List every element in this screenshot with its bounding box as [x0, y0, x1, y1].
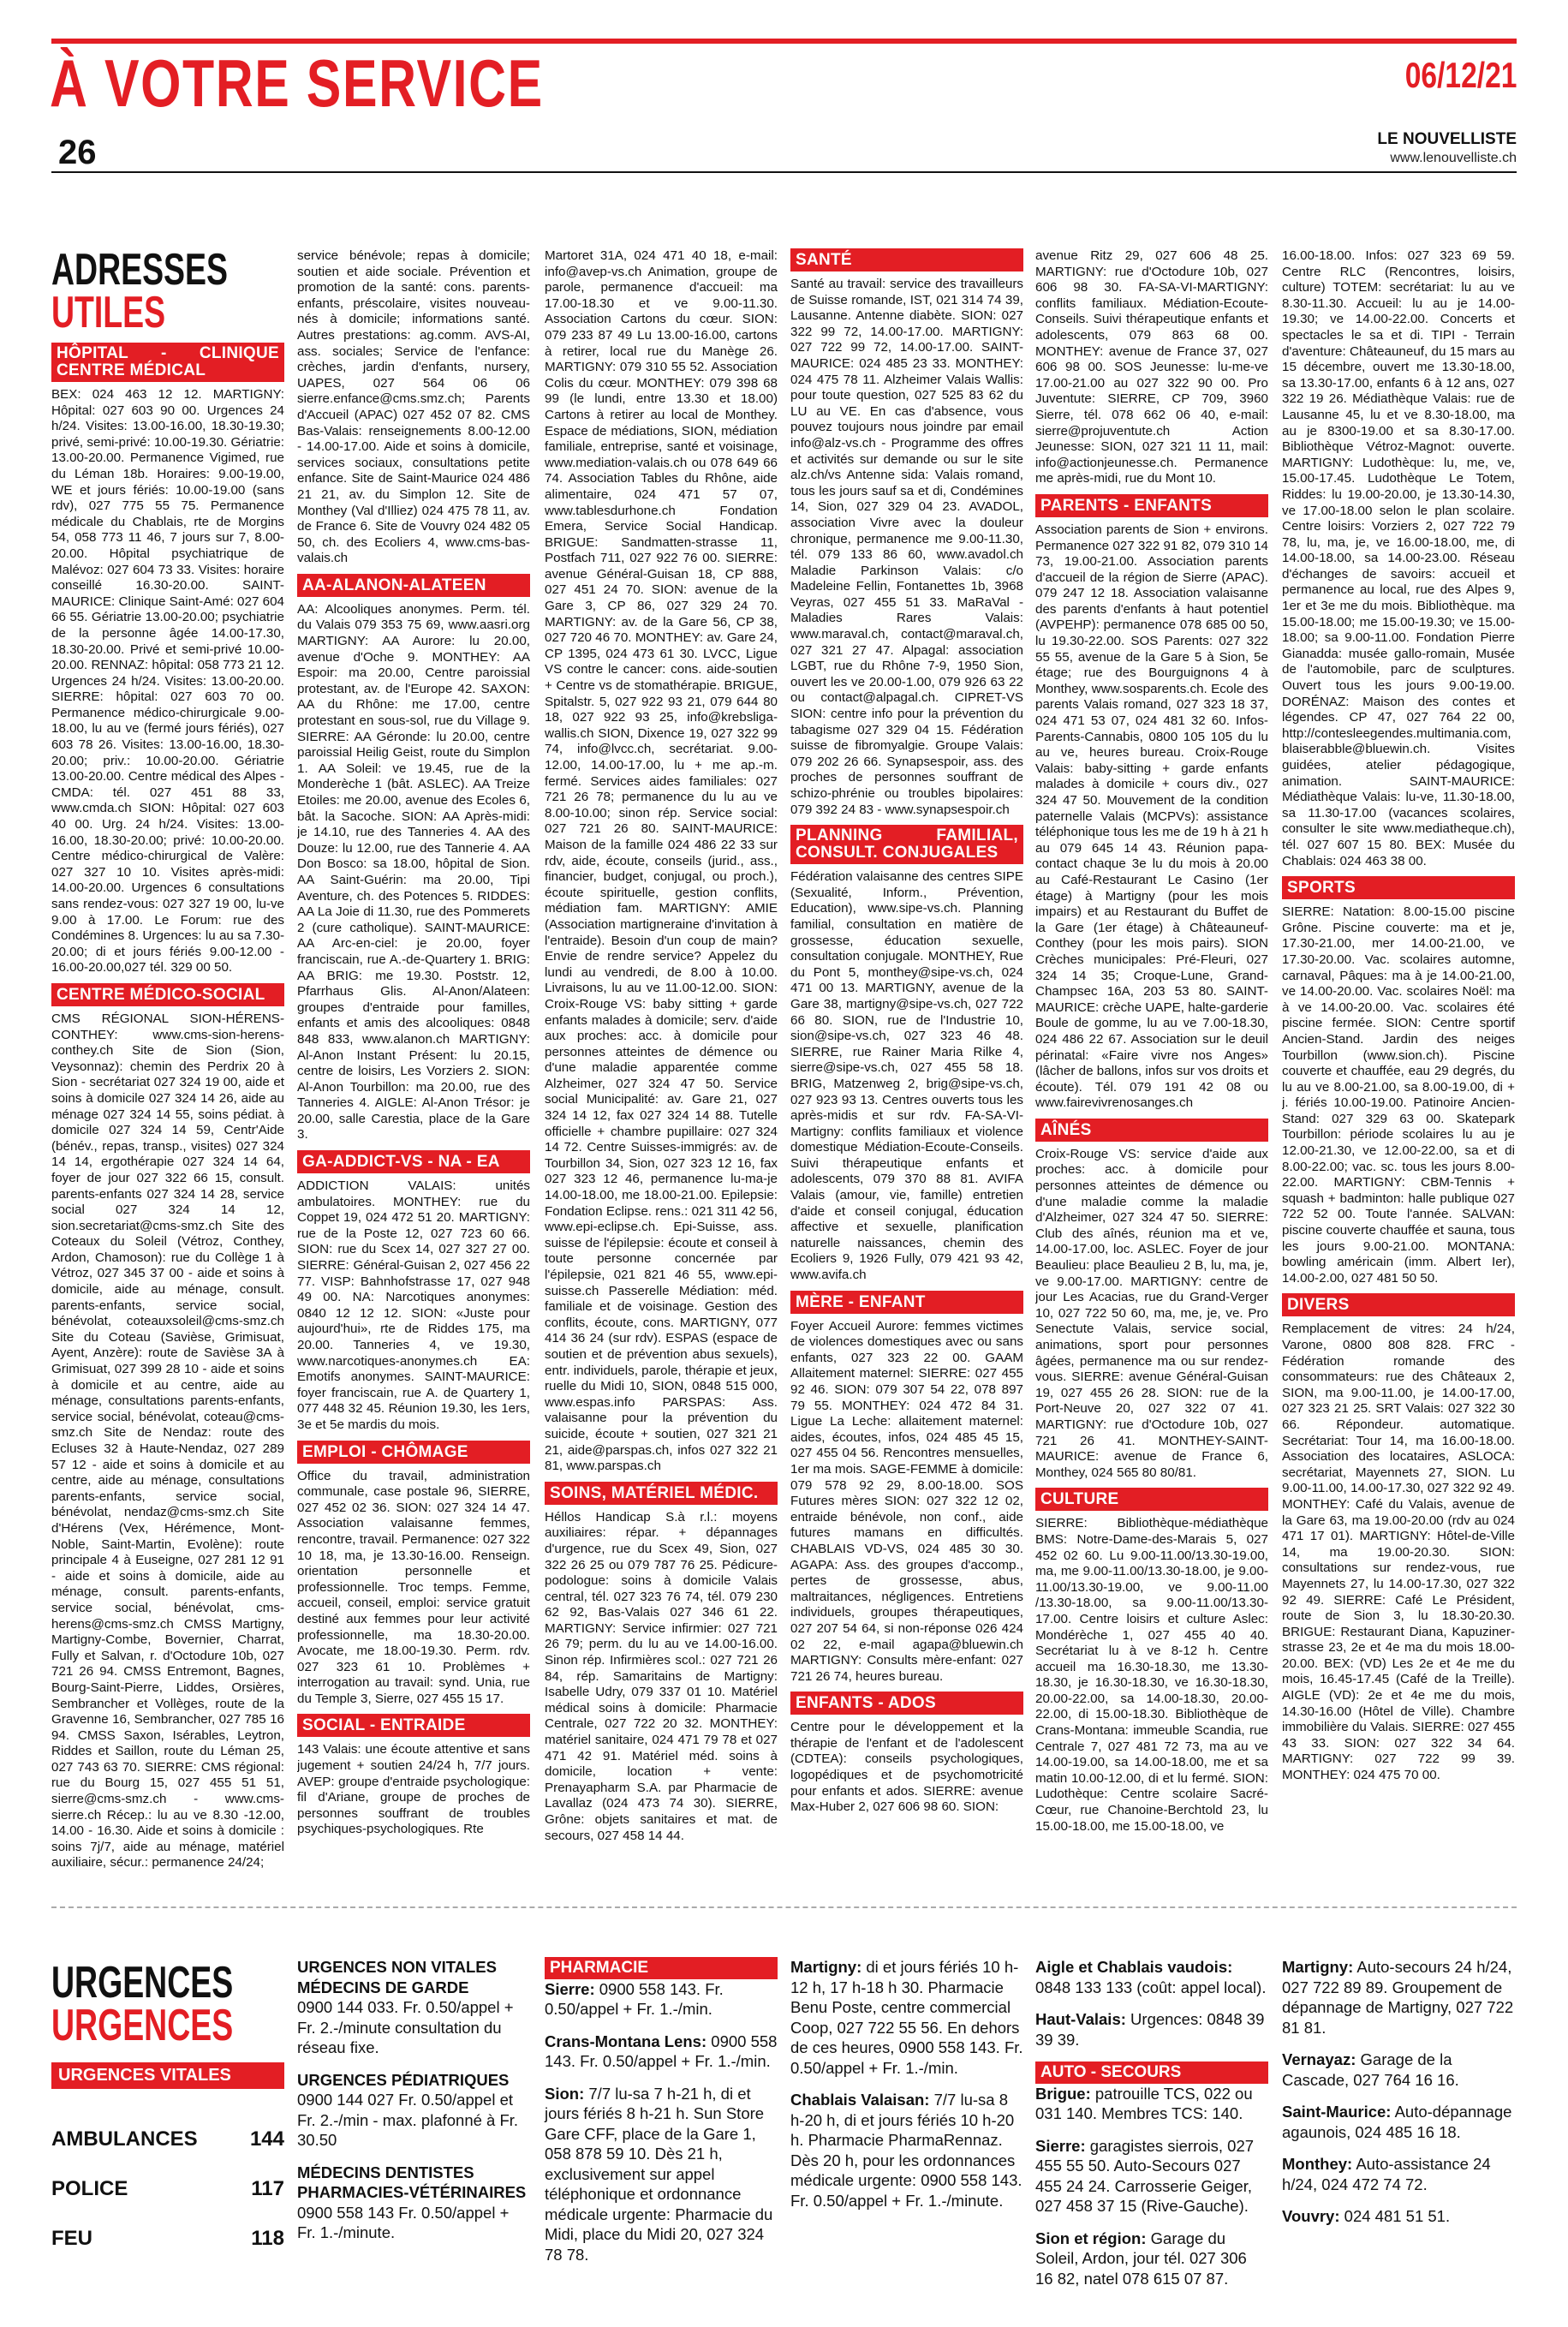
- urgences-vitales-block: [51, 1958, 284, 2264]
- urgences-separator: [51, 1906, 1517, 1908]
- sports-text: SIERRE: Natation: 8.00-15.00 piscine Grône. Piscine couverte: ma et je, 17.30-21.00, mer 14.00-21.00, ve 17.30-20.00. Vac. scolaires automne, carnaval, Pâques: ma à je 14.00-21.00, ve 14.00-20.00. Vac. scolaires Noël: ma à ve 14.00-20.00. Vac. scolaires été piscine fermée. SION: Centre sportif Ancien-Stand. Jardin des neiges Tourbillon (www.sion.ch). Piscine couverte et chauffée, eau 29 degrés, du lu au ve 8.00-21.00, sa 8.00-19.00, di + j. fériés 10.00-19.00. Patinoire Ancien-Stand: 027 329 63 00. Skatepark Tourbillon: période scolaires lu au je 12.00-21.30, ve 12.00-22.00, sa et di 8.00-22.00; vac. sc. tous les jours 8.00-22.00. MARTIGNY: CBM-Tennis + squash + badminton: halle publique 027 722 52 00. Toute l'année. SALVAN: piscine couverte chauffée et sauna, tous les jours 9.00-21.00. MONTANA: bowling américain (imm. Albert Ier), 14.00-2.00, 027 481 50 50.: [1282, 904, 1515, 1286]
- pharmacie-crans-label: Crans-Montana Lens:: [545, 2032, 707, 2050]
- cms-continued-text: service bénévole; repas à domicile; soutien et aide sociale. Prévention et promotion de la santé: cons. parents-enfants, préscolaire, visites nouveau-nés à domicile; informations santé. Autres prestations: ag.comm. AVS-AI, ass. sociales; Service de l'enfance: crèches, jardin d'enfants, nursery, UAPES, 027 564 06 06 sierre.enfance@cms.smz.ch; Parents d'Accueil (APAC) 027 452 07 82. CMS Bas-Valais: renseignements 8.00-12.00 - 14.00-17.00. Aide et soins à domicile, services sociaux, consultations petite enfance. Site de Saint-Maurice 024 486 21 21, av. du Simplon 12. Site de Monthey (Val d'Illiez) 024 475 78 11, av. de France 6. Site de Vouvry 024 482 05 50, ch. des Ecoliers 4, www.cms-bas-valais.ch: [297, 248, 530, 566]
- section-emploi: EMPLOI - CHÔMAGE: [297, 1441, 530, 1464]
- urgence-number[interactable]: 118: [251, 2227, 284, 2250]
- section-addict: GA-ADDICT-VS - NA - EA: [297, 1150, 530, 1173]
- urgence-number[interactable]: 144: [249, 2127, 284, 2151]
- urgences-column-6: [1282, 1957, 1515, 2239]
- column-3: [545, 248, 778, 1898]
- aigle-text: 0848 133 133 (coût: appel local).: [1035, 1978, 1267, 1996]
- auto-secours-bar: AUTO - SECOURS: [1035, 2061, 1268, 2084]
- saint-maurice-text: Auto-dépannage agaunois, 024 485 16 18.: [1282, 2103, 1512, 2141]
- section-sante: SANTÉ: [790, 248, 1023, 271]
- urgence-label: FEU: [51, 2227, 92, 2250]
- pharmacie-chablais-text: 7/7 lu-sa 8 h-20 h, di et jours fériés 10 h-20 h. Pharmacie PharmaRennaz. Dès 20 h, pour les ordonnances médicale urgente: 0900 558 143. Fr. 0.50/appel + Fr. 1.-/minute.: [790, 2091, 1022, 2210]
- pharmacie-sion-label: Sion:: [545, 2084, 585, 2103]
- pharmacie-sierre-text: 0900 558 143. Fr. 0.50/appel + Fr. 1.-/min.: [545, 1979, 724, 2018]
- pharmacie-sion-text: 7/7 lu-sa 7 h-21 h, di et jours fériés 8 h-21 h. Sun Store Gare CFF, place de la Gare 1, 058 878 59 10. Dès 21 h, exclusivement sur appel téléphonique et ordonnance médicale urgente: Pharmacie du Midi, place du Midi 20, 027 324 78 78.: [545, 2084, 773, 2264]
- urgence-label: AMBULANCES: [51, 2127, 198, 2151]
- section-culture: CULTURE: [1035, 1488, 1268, 1511]
- urgences-column-3: [545, 1957, 778, 2276]
- vernayaz-label: Vernayaz:: [1282, 2050, 1356, 2068]
- social-continued-text: Martoret 31A, 024 471 40 18, e-mail: info@avep-vs.ch Animation, groupe de parole, permanence d'accueil: ma 17.00-18.30 et ve 9.00-11.30. Association Cartons du cœur. SION: 079 233 87 49 Lu 13.00-16.00, cartons à retirer, local rue du Manège 26. MARTIGNY: 079 310 55 52. Association Colis du cœur. MONTHEY: 079 398 68 99 (le lundi, entre 13.30 et 18.00) Cartons à retirer au local de Monthey. Espace de médiations, SION, médiation familiale, entreprise, santé et voisinage, www.mediation-valais.ch ou 078 649 66 74. Association Tables du Rhône, aide alimentaire, 024 471 57 07, www.tablesdurhone.ch Fondation Emera, Service Social Handicap. BRIGUE: Sandmatten-strasse 11, Postfach 711, 027 922 76 00. SIERRE: avenue Général-Guisan 18, CP 888, 027 451 24 70. SION: avenue de la Gare 3, CP 86, 027 329 24 70. MARTIGNY: av. de la Gare 56, CP 38, 027 720 46 70. MONTHEY: av. Gare 24, CP 1395, 024 473 61 30. LVCC, Ligue VS contre le cancer: cons. aide-soutien + Centre vs de stomathérapie. BRIGUE, Spitalstr. 5, 027 922 93 21, 079 644 80 18, 027 922 93 25, info@krebsliga-wallis.ch SION, Dixence 19, 027 322 99 74, info@lvcc.ch, secrétariat. 9.00-12.00, 14.00-17.00, lu + me ap.-m. fermé. Services aides familiales: 027 721 26 78; permanence du lu au ve 8.00-10.00; sinon rép. Service social: 027 721 26 80. SAINT-MAURICE: Maison de la famille 024 486 22 33 sur rdv, aide, écoute, conseils (jurid., ass., financier, budget, conjugal, ou proch.), écoute spirituelle, gestion conflits, médiation fam. MARTIGNY: AMIE (Association martigneraine d'invitation à l'entraide). Besoin d'un coup de main? Envie de rendre service? Appelez du lundi au vendredi, de 8.00 à 10.00. Livraisons, lu au ve 11.00-12.00. SION: Croix-Rouge VS: baby sitting + garde enfants malades à domicile; serv. d'aide aux proches: acc. à domicile pour personnes atteintes de démence ou d'une maladie apparentée comme Alzheimer, 027 324 47 50. Service social Municipalité: av. Gare 21, 027 324 14 12, fax 027 324 14 88. Tutelle officielle + chambre pupillaire: 027 324 14 72. Centre Suisses-immigrés: av. de Tourbillon 34, Sion, 027 323 12 16, fax 027 323 12 46, permanence lu-ma-je 14.00-18.00, me 18.00-21.00. Epilepsie: Fondation Eclipse. rens.: 021 311 42 56, www.epi-eclipse.ch. Epi-Suisse, ass. suisse de l'épilepsie: écoute et conseil à toute personne concernée par l'épilepsie, 021 821 46 55, www.epi-suisse.ch Passerelle Médiation: méd. familiale et de voisinage. Gestion des conflits, écoute, cons. MARTIGNY, 077 414 36 24 (sur rdv). ESPAS (espace de soutien et de prévention abus sexuels), entr. individuels, parole, thérapie et jeux, ruelle du Midi 10, SION, 0848 515 000, www.espas.info PARSPAS: Ass. valaisanne pour la prévention du suicide, écoute + soutien, 027 321 21 21, aide@parspas.ch, infos 027 322 21 81, www.parspas.ch: [545, 248, 778, 1474]
- vouvry-label: Vouvry:: [1282, 2207, 1340, 2225]
- haut-valais-label: Haut-Valais:: [1035, 2010, 1126, 2028]
- pediatriques-title: URGENCES PÉDIATRIQUES: [297, 2070, 510, 2089]
- section-parents-enfants: PARENTS - ENFANTS: [1035, 494, 1268, 517]
- section-divers: DIVERS: [1282, 1293, 1515, 1316]
- section-aines: AÎNÉS: [1035, 1119, 1268, 1142]
- brand-url[interactable]: www.lenouvelliste.ch: [1390, 151, 1517, 165]
- mere-enfant-text: Foyer Accueil Aurore: femmes victimes de violences domestiques avec ou sans enfants, 027 323 22 00. GAAM Allaitement maternel: SIERRE: 027 455 92 46. SION: 079 307 54 22, 078 897 79 55. MONTHEY: 024 472 84 31. Ligue La Leche: allaitement maternel: aides, écoutes, infos, 024 485 45 15, 027 455 04 56. Rencontres mensuelles, 1er ma mois. SAGE-FEMME à domicile: 079 578 92 29, 8.00-18.00. SOS Futures mères SION: 027 322 12 02, entraide bénévole, non conf., aide futures mamans en difficultés. CHABLAIS VD-VS, 024 485 30 30. AGAPA: Ass. des groupes d'accomp., pertes de grossesse, abus, maltraitances, négligences. Entretiens individuels, groupes thérapeutiques, 027 207 54 64, si non-réponse 026 424 02 22, e-mail agapa@bluewin.ch MARTIGNY: Consults mère-enfant: 027 721 26 74, heures bureau.: [790, 1318, 1023, 1684]
- haut-valais-text: Urgences: 0848 39 39 39.: [1035, 2010, 1265, 2049]
- urgence-row-police[interactable]: [51, 2164, 284, 2214]
- section-cms: CENTRE MÉDICO-SOCIAL: [51, 983, 284, 1006]
- monthey-label: Monthey:: [1282, 2155, 1353, 2173]
- parents-enfants-text: Association parents de Sion + environs. Permanence 027 322 91 82, 079 310 14 73, 19.00-21.00. Association parents d'accueil de la région de Sierre (APAC). 079 247 12 18. Association valaisanne des parents d'enfants à haut potentiel (AVPEHP): permanence 078 685 00 50, lu 19.30-22.00. SOS Parents: 027 322 55 55, avenue de la Gare 5 à Sion, 5e étage; rue des Bourguignons 4 à Monthey, www.sosparents.ch. Ecole des parents Valais romand, 027 323 18 37, 024 471 53 07, 024 481 32 60. Infos-Parents-Cannabis, 0800 105 105 du lu au ve, heures bureau. Croix-Rouge Valais: baby-sitting + garde enfants malades à domicile + cours div., 027 324 47 50. Mouvement de la condition paternelle Valais (MCPVs): assistance téléphonique tous les me de 19 h à 21 h au 079 645 14 43. Réunion papa-contact chaque 3e lu du mois à 20.00 au Café-Restaurant Le Casino (1er étage) à Martigny (pour les mois impairs) et au Restaurant du Buffet de la Gare (1er étage) à Châteauneuf-Conthey (pour les mois pairs). SION Crèches municipales: Pré-Fleuri, 027 324 14 35; Croque-Lune, Grand-Champsec 16A, 203 53 80. SAINT-MAURICE: crèche UAPE, halte-garderie Boule de gomme, lu au ve 7.00-18.30, 024 486 22 67. Association sur le deuil périnatal: «Faire vivre nos Anges» (lâcher de ballons, infos sur vos droits et écoute). Tél. 079 191 42 08 ou www.fairevivrenosanges.ch: [1035, 522, 1268, 1111]
- vouvry-text: 024 481 51 51.: [1339, 2207, 1451, 2225]
- section-planning: PLANNING FAMILIAL, CONSULT. CONJUGALES: [790, 825, 1023, 864]
- non-vitales-title: URGENCES NON VITALES: [297, 1958, 497, 1976]
- hopital-text: BEX: 024 463 12 12. MARTIGNY: Hôpital: 027 603 90 00. Urgences 24 h/24. Visites: 13.00-16.00, 18.30-19.30; privé, semi-privé: 10.00-19.30. Gériatrie: 13.00-20.00. Permanence Vigimed, rue du Léman 18b. Horaires: 9.00-19.00, WE et jours fériés: 10.00-19.00 (sans rdv), 027 775 55 75. Permanence médicale du Chablais, rte de Morgins 54, 058 773 11 46, 7 jours sur 7, 8.00-20.00. Hôpital psychiatrique de Malévoz: 027 604 73 33. Visites: horaire conseillé 16.30-20.00. SAINT-MAURICE: Clinique Saint-Amé: 027 604 66 55. Gériatrie 13.00-20.00; psychiatrie de la personne âgée 14.00-17.30, 18.30-20.00. Privé et semi-privé 10.00-20.00. RENNAZ: hôpital: 058 773 21 12. Urgences 24 h/24. Visites: 13.00-20.00. SIERRE: hôpital: 027 603 70 00. Permanence médico-chirurgicale 9.00-18.00, lu au ve (fermé jours fériés), 027 603 78 26. Visites: 13.00-16.00, 18.30-20.00; priv.: 10.00-20.00. Gériatrie 13.00-20.00. Centre médical des Alpes -CMDA: tél. 027 451 88 33, www.cmda.ch SION: Hôpital: 027 603 40 00. Urg. 24 h/24. Visites: 13.00-16.00, 18.30-20.00; privé: 10.00-20.00. Centre médico-chirurgical de Valère: 027 327 10 10. Visites après-midi: 14.00-20.00. Urgences 6 consultations sans rendez-vous: 027 327 19 00, lu-ve 9.00 à 17.00. Le Forum: rue des Condémines 8. Urgences: lu au sa 7.30-20.00; di et jours fériés 9.00-12.00 - 16.00-20.00,027 tél. 329 00 50.: [51, 387, 284, 976]
- aines-text: Croix-Rouge VS: service d'aide aux proches: acc. à domicile pour personnes atteintes de démence ou d'une maladie comme la maladie d'Alzheimer, 027 324 47 50. SIERRE: Club des aînés, réunion ma et ve, 14.00-17.00, loc. ASLEC. Foyer de jour Beaulieu: place Beaulieu 2 B, lu, ma, je, ve 9.00-17.00. MARTIGNY: centre de jour Les Acacias, rue du Grand-Verger 10, 027 722 50 60, ma, me, je, ve. Pro Senectute Valais, service social, animations, sport pour personnes âgées, permanence ma ou sur rendez-vous. SIERRE: avenue Général-Guisan 19, 027 455 26 28. SION: rue de la Port-Neuve 20, 027 322 07 41. MARTIGNY: rue d'Octodure 10b, 027 721 26 41. MONTHEY-SAINT-MAURICE: avenue de France 6, Monthey, 024 565 80 80/81.: [1035, 1146, 1268, 1480]
- section-hopital: HÔPITAL - CLINIQUE CENTRE MÉDICAL: [51, 343, 284, 382]
- header-top-rule: [51, 39, 1517, 44]
- column-4: [790, 248, 1023, 1898]
- adresses-heading-line1: ADRESSES: [51, 248, 228, 295]
- urgences-heading-line1: URGENCES: [51, 1958, 234, 2008]
- culture-text: SIERRE: Bibliothèque-médiathèque BMS: Notre-Dame-des-Marais 5, 027 452 02 60. Lu 9.00-11.00/13.30-19.00, ma, me 9.00-11.00/13.30-18.00, je 9.00-11.00/13.30-19.00, ve 9.00-11.00 /13.30-18.00, sa 9.00-11.00/13.30-17.00. Centre loisirs et culture Aslec: Mondérèche 1, 027 455 40 40. Secrétariat lu à ve 8-12 h. Centre accueil ma 16.30-18.30, me 13.30-18.30, je 16.30-18.30, ve 16.30-18.30, 20.00-22.00, sa 14.00-18.30, 20.00-22.00, di 15.00-18.30. Bibliothèque de Crans-Montana: immeuble Scandia, rue Centrale 7, 027 481 72 73, ma au ve 14.00-19.00, sa 14.00-18.00, me et sa matin 10.00-12.00, di et lu fermé. SION: Ludothèque: Centre scolaire Sacré-Cœur, rue Chanoine-Berchtold 23, lu 15.00-18.00, me 15.00-18.00, ve: [1035, 1516, 1268, 1834]
- emploi-text: Office du travail, administration communale, case postale 96, SIERRE, 027 452 02 36. SION: 027 324 14 47. Association valaisanne femmes, rencontre, travail. Permanence: 027 322 10 18, ma, je 13.30-16.00. Renseign. orientation personnelle et professionnelle. Troc temps. Femme, accueil, conseil, emploi: service gratuit destiné aux femmes pour leur activité professionnelle, ma 18.30-20.00. Avocate, me 18.00-19.30. Perm. rdv. 027 323 61 10. Problèmes + interrogation au travail: synd. Unia, rue du Temple 3, Sierre, 027 455 15 17.: [297, 1468, 530, 1706]
- garde-title: MÉDECINS DE GARDE: [297, 1978, 469, 1996]
- aa-text: AA: Alcooliques anonymes. Perm. tél. du Valais 079 353 75 69, www.aasri.org MARTIGNY: AA Aurore: lu 20.00, avenue d'Oche 9. MONTHEY: AA Espoir: ma 20.00, Centre paroissial protestant, av. de l'Europe 42. SAXON: AA du Rhône: me 17.00, centre protestant en sous-sol, rue du Village 9. SIERRE: AA Géronde: lu 20.00, centre paroissial Heilig Geist, route du Simplon 1. AA Soleil: ve 19.45, rue de la Monderèche 1 (bât. ASLEC). AA Treize Etoiles: me 20.00, avenue des Ecoles 6, bât. la Sacoche. SION: AA Après-midi: je 14.10, rue des Tanneries 4. AA des Douze: lu 12.00, rue des Tannerie 4. AA Don Bosco: sa 18.00, hôpital de Sion. AA Saint-Guérin: ma 20.00, Tipi Aventure, ch. des Potences 5. RIDDES: AA La Joie di 11.30, rue des Pommerets 2 (cure catholique). SAINT-MAURICE: AA Arc-en-ciel: je 20.00, foyer franciscain, rue A.-de-Quartery 1. BRIG: AA BRIG: me 19.30. Poststr. 12, Pfarrhaus Glis. Al-Anon/Alateen: groupes d'entraide pour familles, enfants et amis des alcooliques: 0848 848 833, www.alanon.ch MARTIGNY: Al-Anon Instant Présent: lu 20.15, centre de loisirs, Les Vorziers 2. SION: Al-Anon Tourbillon: ma 20.00, rue des Tanneries 4. AIGLE: Al-Anon Trésor: je 20.00, salle Carestia, place de la Gare 3.: [297, 601, 530, 1143]
- pharmacie-martigny-label: Martigny:: [790, 1958, 862, 1976]
- urgences-column-2: [297, 1957, 530, 2255]
- enfants-continued-text: avenue Ritz 29, 027 606 48 25. MARTIGNY: rue d'Octodure 10b, 027 606 98 30. FA-SA-VI-MARTIGNY: conflits familiaux. Médiation-Ecoute-Conseils. Suivi thérapeutique enfants et adolescents, 079 863 68 00. MONTHEY: avenue de France 37, 027 606 98 00. SOS Jeunesse: lu-me-ve 17.00-21.00 au 027 322 90 00. Pro Juventute: SIERRE, CP 709, 3960 Sierre, tél. 078 662 06 40, e-mail: sierre@projuventute.ch Action Jeunesse: SION, 027 321 11 11, mail: info@actionjeunesse.ch. Permanence me après-midi, rue du Mont 10.: [1035, 248, 1268, 486]
- column-5: [1035, 248, 1268, 1898]
- header-rule: [51, 171, 1517, 173]
- addict-text: ADDICTION VALAIS: unités ambulatoires. MONTHEY: rue du Coppet 19, 024 472 51 20. MARTIGNY: rue de la Poste 12, 027 723 60 66. SION: rue du Scex 14, 027 327 27 00. SIERRE: Général-Guisan 2, 027 456 22 77. VISP: Bahnhofstrasse 17, 027 948 49 00. NA: Narcotiques anonymes: 0840 12 12 12. SION: «Juste pour aujourd'hui», rte de Riddes 175, ma 20.00. Tanneries 4, ve 19.30, www.narcotiques-anonymes.ch EA: Emotifs anonymes. SAINT-MAURICE: foyer franciscain, rue A. de Quartery 1, 077 448 32 45. Réunion 19.30, les 1ers, 3e et 5e mardis du mois.: [297, 1178, 530, 1432]
- social-text: 143 Valais: une écoute attentive et sans jugement + soutien 24/24 h, 7/7 jours. AVEP: groupe d'entraide psychologique: fil d'Ariane, groupe de proches de personnes souffrant de troubles psychiques-psychologiques. Rte: [297, 1742, 530, 1837]
- vernayaz-text: Garage de la Cascade, 027 764 16 16.: [1282, 2050, 1459, 2089]
- divers-text: Remplacement de vitres: 24 h/24, Varone, 0800 808 828. FRC - Fédération romande des consommateurs: rue des Châteaux 2, SION, ma 9.00-11.00, je 14.00-17.00, 027 323 21 25. SRT Valais: 027 322 30 66. Répondeur. automatique. Secrétariat: Tour 14, ma 16.00-18.00. Association des locataires, ASLOCA: secrétariat, Mayennets 27, SION. Lu 9.00-11.00, 14.00-17.30, 027 322 92 49. MONTHEY: Café du Valais, avenue de la Gare 63, ma 19.00-20.00 (rdv au 024 471 17 01). MARTIGNY: Hôtel-de-Ville 14, ma 19.00-20.30. SION: consultations sur rendez-vous, rue Mayennets 27, lu 14.00-17.30, 027 322 92 49. SIERRE: Café Le Président, route de Sion 3, lu 18.30-20.30. BRIGUE: Restaurant Diana, Kapuziner-strasse 23, 2e et 4e ma du mois 18.00-20.00. BEX: (VD) Les 2e et 4e me du mois, 16.45-17.45 (Café de la Treille). AIGLE (VD): 2e et 4e me du mois, 14.30-16.00 (Hôtel de Ville). Chambre immobilière du Valais. SIERRE: 027 455 43 33. SION: 027 322 34 64. MARTIGNY: 027 722 99 39. MONTHEY: 024 475 70 00.: [1282, 1322, 1515, 1783]
- section-aa: AA-ALANON-ALATEEN: [297, 574, 530, 597]
- martigny-text: Auto-secours 24 h/24, 027 722 89 89. Groupement de dépannage de Martigny, 027 722 81 81.: [1282, 1958, 1514, 2037]
- sierre-text: garagistes sierrois, 027 455 55 50. Auto-Secours 027 455 24 24. Carrosserie Geiger, 027 458 37 15 (Rive-Gauche).: [1035, 2136, 1255, 2215]
- saint-maurice-label: Saint-Maurice:: [1282, 2103, 1392, 2121]
- dentistes-title: MÉDECINS DENTISTES PHARMACIES-VÉTÉRINAIRES: [297, 2163, 527, 2201]
- urgence-number[interactable]: 117: [251, 2177, 284, 2200]
- pharmacie-bar: PHARMACIE: [545, 1957, 778, 1979]
- column-6: [1282, 248, 1515, 1898]
- urgences-column-5: [1035, 1957, 1268, 2300]
- sante-text: Santé au travail: service des travailleurs de Suisse romande, IST, 021 314 74 39, Lausanne. Antenne diabète. SION: 027 322 99 72, 14.00-17.00. MARTIGNY: 027 722 99 72, 14.00-17.00. SAINT-MAURICE: 024 485 23 33. MONTHEY: 024 475 78 11. Alzheimer Valais Wallis: pour toute question, 027 525 83 62 du LU au VE. En cas d'absence, vous pouvez toujours nous joindre par email info@alz-vs.ch - Programme des offres et activités sur demande ou sur le site alz.ch/vs Antenne sida: Valais romand, tous les jours sauf sa et di, Condémines 14, Sion, 027 329 04 23. AVADOL, association Vivre avec la douleur chronique, permanence me 9.00-11.30, tél. 079 133 86 60, www.avadol.ch Maladie Parkinson Valais: c/o Madeleine Fellin, Fontanettes 1b, 3968 Veyras, 027 455 51 33. MaRaVal - Maladies Rares Valais: www.maraval.ch, contact@maraval.ch, 027 321 27 47. Alpagal: association LGBT, rue du Rhône 7-9, 1950 Sion, ouvert les ve 20.00-1.00, 079 926 63 22 ou contact@alpagal.ch. CIPRET-VS SION: centre info pour la prévention du tabagisme 027 329 04 15. Fédération suisse de fibromyalgie. Groupe Valais: 079 202 26 66. Synapsespoir, ass. des proches de personnes souffrant de schizo-phrénie ou troubles bipolaires: 079 392 24 83 - www.synapsespoir.ch: [790, 277, 1023, 817]
- urgences-column-4: [790, 1957, 1023, 2223]
- dentistes-text: 0900 558 143 Fr. 0.50/appel + Fr. 1.-/minute.: [297, 2203, 510, 2241]
- sion-region-text: Garage du Soleil, Ardon, jour tél. 027 306 16 82, natel 078 615 07 87.: [1035, 2229, 1247, 2288]
- urgence-row-feu[interactable]: [51, 2214, 284, 2264]
- aigle-label: Aigle et Chablais vaudois:: [1035, 1958, 1233, 1976]
- adresses-heading-line2: UTILES: [51, 288, 166, 337]
- culture-continued-text: 16.00-18.00. Infos: 027 323 69 59. Centre RLC (Rencontres, loisirs, culture) TOTEM: secrétariat: lu au ve 8.30-11.30. Accueil: lu au je 14.00-19.30; ve 14.00-22.00. Concerts et spectacles le sa et di. TIPI - Terrain d'aventure: Châteauneuf, du 15 mars au 15 décembre, ouvert me 13.30-18.00, sa 13.30-17.00, enfants 6 à 12 ans, 027 322 19 26. Médiathèque Valais: rue de Lausanne 45, lu et ve 8.30-18.00, ma au je 8300-19.00 et sa 8.30-17.00. Bibliothèque Vétroz-Magnot: ouverte. MARTIGNY: Ludothèque: lu, me, ve, 15.00-17.45. Ludothèque Le Totem, Riddes: lu 19.00-20.00, je 13.30-14.30, ve 17.00-18.00 selon le plan scolaire. Centre loisirs: Vorziers 2, 027 722 79 78, lu, ma, je, ve 16.00-18.00, me, di 14.00-18.00, sa 14.00-23.00. Réseau d'échanges de savoirs: accueil et permanence au local, rue des Alpes 9, 1er et 3e me du mois. Bibliothèque. ma 15.00-18.00; me 15.00-19.30; ve 15.00-18.00; sa 9.00-11.00. Fondation Pierre Gianadda: musée gallo-romain, Musée de l'automobile, parc de sculptures. Ouvert tous les jours 9.00-19.00. DORÉNAZ: Maison des contes et légendes. CP 47, 027 764 22 00, http://contesleegendes.multimania.com, blaiserabble@bluewin.ch. Visites guidées, atelier pédagogique, animation. SAINT-MAURICE: Médiathèque Valais: lu-ve, 11.30-18.00, sa 11.30-17.00 (vacances scolaires, consulter le site www.mediatheque.ch), tél. 027 607 15 80. BEX: Musée du Chablais: 024 463 38 00.: [1282, 248, 1515, 868]
- page-number: 26: [58, 134, 97, 171]
- sion-region-label: Sion et région:: [1035, 2229, 1147, 2247]
- urgences-vitales-bar: URGENCES VITALES: [51, 2062, 284, 2089]
- adresses-heading: [51, 248, 284, 337]
- pharmacie-martigny-text: di et jours fériés 10 h-12 h, 17 h-18 h 30. Pharmacie Benu Poste, centre commercial Coop, 027 722 55 56. En dehors de ces heures, 0900 558 143. Fr. 0.50/appel + Fr. 1.-/min.: [790, 1958, 1023, 2077]
- soins-text: Héllos Handicap S.à r.l.: moyens auxiliaires: répar. + dépannages d'urgence, rue du Scex 49, Sion, 027 322 26 25 ou 079 787 76 25. Pédicure-podologue: soins à domicile Valais central, tél. 027 323 76 74, tél. 079 230 62 92, Bas-Valais 027 346 61 22. MARTIGNY: Service infirmier: 027 721 26 79; perm. du lu au ve 14.00-16.00. Sinon rép. Infirmières scol.: 027 721 26 84, rép. Samaritains de Martigny: Isabelle Udry, 079 337 01 10. Matériel médical soins à domicile: Pharmacie Centrale, 027 722 20 32. MONTHEY: matériel sanitaire, 024 471 79 78 et 027 471 42 91. Matériel méd. soins à domicile, location + vente: Prenayapharm S.A. par Pharmacie de Lavallaz (024 473 74 30). SIERRE, Grône: objets sanitaires et mat. de secours, 027 458 14 44.: [545, 1509, 778, 1843]
- section-soins: SOINS, MATÉRIEL MÉDIC.: [545, 1482, 778, 1505]
- planning-text: Fédération valaisanne des centres SIPE (Sexualité, Inform., Prévention, Education), www.sipe-vs.ch. Planning familial, consultation en matière de grossesse, éducation sexuelle, consultation conjugale. MONTHEY, Rue du Pont 5, monthey@sipe-vs.ch, 024 471 00 13. MARTIGNY, avenue de la Gare 38, martigny@sipe-vs.ch, 027 722 66 80. SION, rue de l'Industrie 10, sion@sipe-vs.ch, 027 323 46 48. SIERRE, rue Rainer Maria Rilke 4, sierre@sipe-vs.ch, 027 455 58 18. BRIG, Matzenweg 2, brig@sipe-vs.ch, 027 923 93 13. Centres ouverts tous les après-midis et sur rdv. FA-SA-VI-Martigny: conflits familiaux et violence domestique Médiation-Ecoute-Conseils. Suivi thérapeutique enfants et adolescents, 079 370 88 81. AVIFA Valais (amour, vie, famille) entretien d'aide et conseil conjugal, éducation affective et sexuelle, planification naturelle naissances, chemin des Ecoliers 9, 1926 Fully, 079 421 93 42, www.avifa.ch: [790, 869, 1023, 1283]
- urgences-heading-line2: URGENCES: [51, 2001, 234, 2050]
- brigue-label: Brigue:: [1035, 2084, 1091, 2103]
- urgence-label: POLICE: [51, 2177, 128, 2200]
- page-title: À VOTRE SERVICE: [50, 45, 544, 121]
- martigny-label: Martigny:: [1282, 1958, 1354, 1976]
- brand-name: LE NOUVELLISTE: [1377, 130, 1517, 148]
- urgence-row-ambulances[interactable]: [51, 2115, 284, 2164]
- pharmacie-crans-text: 0900 558 143. Fr. 0.50/appel + Fr. 1.-/min.: [545, 2032, 778, 2070]
- pharmacie-sierre-label: Sierre:: [545, 1979, 595, 1998]
- pediatriques-text: 0900 144 027 Fr. 0.50/appel et Fr. 2.-/min - max. plafonné à Fr. 30.50: [297, 2091, 519, 2149]
- section-enfants-ados: ENFANTS - ADOS: [790, 1692, 1023, 1715]
- brigue-text: patrouille TCS, 022 ou 031 140. Membres TCS: 140.: [1035, 2084, 1253, 2122]
- monthey-text: Auto-assistance 24 h/24, 024 472 74 72.: [1282, 2155, 1491, 2193]
- column-2: [297, 248, 530, 1898]
- garde-text: 0900 144 033. Fr. 0.50/appel + Fr. 2.-/minute consultation du réseau fixe.: [297, 1998, 514, 2056]
- pharmacie-chablais-label: Chablais Valaisan:: [790, 2091, 930, 2109]
- section-sports: SPORTS: [1282, 876, 1515, 899]
- enfants-ados-text: Centre pour le développement et la thérapie de l'enfant et de l'adolescent (CDTEA): conseils psychologiques, logopédiques et de psychomotricité pour enfants et ados. SIERRE: avenue Max-Huber 2, 027 606 98 60. SION:: [790, 1720, 1023, 1815]
- page-date: 06/12/21: [1404, 55, 1517, 95]
- section-social: SOCIAL - ENTRAIDE: [297, 1714, 530, 1737]
- column-1: [51, 248, 284, 1898]
- section-mere-enfant: MÈRE - ENFANT: [790, 1291, 1023, 1314]
- cms-text: CMS RÉGIONAL SION-HÉRENS-CONTHEY: www.cms-sion-herens-conthey.ch Site de Sion (Sion, Veysonnaz): chemin des Perdrix 20 à Sion - secrétariat 027 324 19 00, aide et soins à domicile 027 324 14 26, aide au ménage 027 324 14 55, soins pédiat. à domicile 027 324 14 59, Centr'Aide (bénév., repas, transp., visites) 027 324 14 14, ergothérapie 027 324 14 64, foyer de jour 027 322 66 15, consult. parents-enfants 027 324 14 28, service social 027 324 14 12, sion.secretariat@cms-smz.ch Site des Coteaux du Soleil (Vétroz, Conthey, Ardon, Chamoson): rue du Collège 1 à Vétroz, 027 345 37 00 - aide et soins à domicile, aide au ménage, consult. parents-enfants, service social, bénévolat, coteauxsoleil@cms-smz.ch Site du Coteau (Savièse, Grimisuat, Ayent, Anzère): route de Savièse 3A à Grimisuat, 027 399 28 10 - aide et soins à domicile et au centre, aide au ménage, consultations parents-enfants, service social, bénévolat, coteau@cms-smz.ch Site de Nendaz: route des Ecluses 32 à Haute-Nendaz, 027 289 57 12 - aide et soins à domicile et au centre, aide au ménage, consultations parents-enfants, service social, bénévolat, nendaz@cms-smz.ch Site d'Hérens (Vex, Hérémence, Mont-Noble, Saint-Martin, Evolène): route principale 4 à Euseigne, 027 281 12 91 - aide et soins à domicile, aide au ménage, consult. parents-enfants, service social, bénévolat, cms-herens@cms-smz.ch CMSS Martigny, Martigny-Combe, Bovernier, Charrat, Fully et Salvan, r. d'Octodure 10b, 027 721 26 94. CMSS Entremont, Bagnes, Bourg-Saint-Pierre, Liddes, Orsières, Sembrancher et Vollèges, route de la Gravenne 16, Sembrancher, 027 785 16 94. CMSS Saxon, Isérables, Leytron, Riddes et Saillon, route du Léman 25, 027 743 63 70. SIERRE: CMS régional: rue du Bourg 15, 027 455 51 51, sierre@cms-smz.ch - www.cms-sierre.ch Récep.: lu au ve 8.30 -12.00, 14.00 - 16.30. Aide et soins à domicile : soins 7j/7, aide au ménage, matériel auxiliaire, sécur.: permanence 24/24;: [51, 1011, 284, 1871]
- sierre-label: Sierre:: [1035, 2136, 1086, 2155]
